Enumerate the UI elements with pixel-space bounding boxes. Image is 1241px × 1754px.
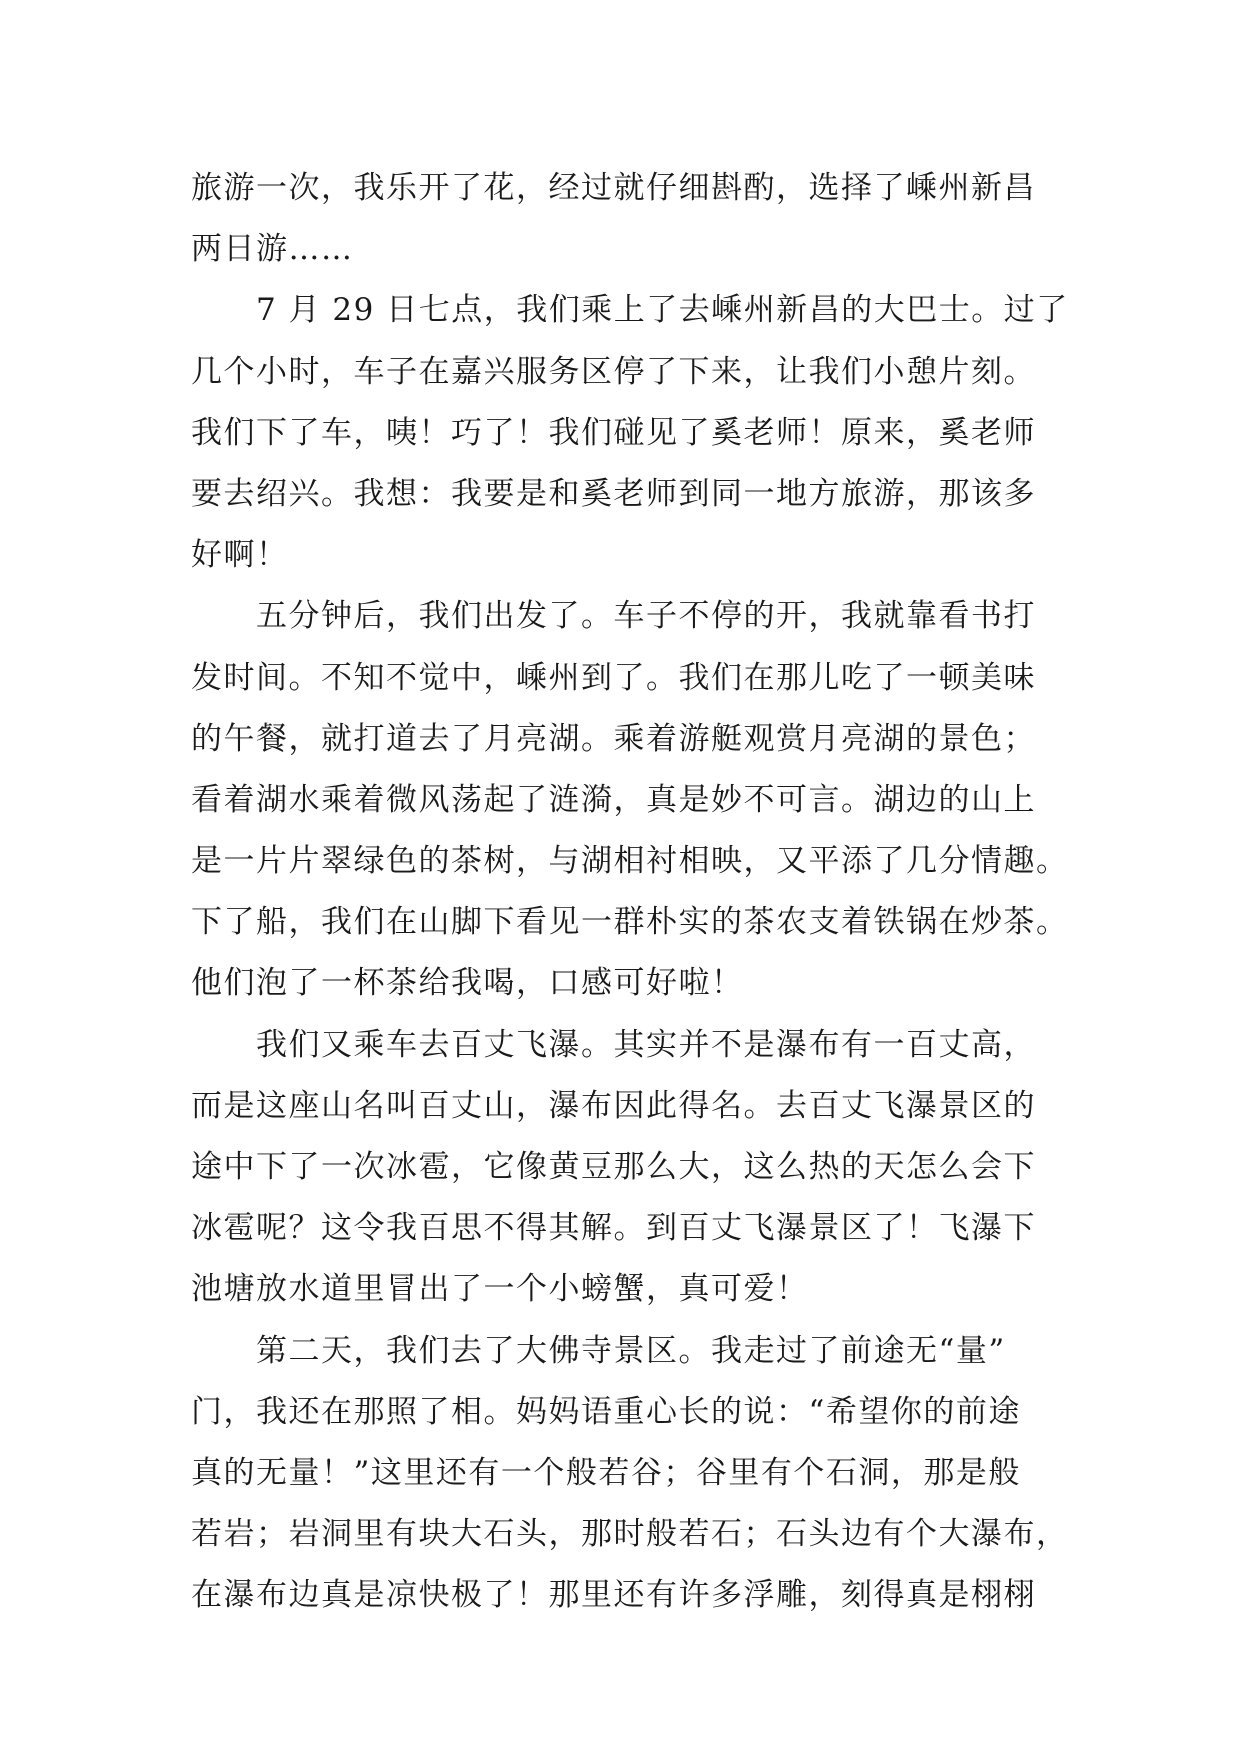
paragraph-start-line: 我们又乘车去百丈飞瀑。其实并不是瀑布有一百丈高， [256,1026,1036,1063]
text-line: 池塘放水道里冒出了一个小螃蟹，真可爱！ [191,1271,809,1308]
paragraph-start-line: 7 月 29 日七点，我们乘上了去嵊州新昌的大巴士。过了 [256,292,1069,329]
text-line: 旅游一次，我乐开了花，经过就仔细斟酌，选择了嵊州新昌 [191,170,1036,206]
text-line: 发时间。不知不觉中，嵊州到了。我们在那儿吃了一顿美味 [191,659,1036,696]
text-line: 途中下了一次冰雹，它像黄豆那么大，这么热的天怎么会下 [191,1149,1036,1185]
text-line: 是一片片翠绿色的茶树，与湖相衬相映，又平添了几分情趣。 [191,843,1069,880]
text-line: 门，我还在那照了相。妈妈语重心长的说：“希望你的前途 [191,1393,1021,1430]
text-line: 的午餐，就打道去了月亮湖。乘着游艇观赏月亮湖的景色； [191,720,1036,757]
text-line: 真的无量！”这里还有一个般若谷；谷里有个石洞，那是般 [191,1454,1021,1491]
text-line: 两日游…… [191,231,354,268]
text-line: 好啊！ [191,537,289,574]
text-line: 而是这座山名叫百丈山，瀑布因此得名。去百丈飞瀑景区的 [191,1087,1036,1124]
paragraph-start-line: 第二天，我们去了大佛寺景区。我走过了前途无“量” [256,1332,1006,1369]
text-line: 要去绍兴。我想：我要是和奚老师到同一地方旅游，那该多 [191,475,1036,512]
text-line: 若岩；岩洞里有块大石头，那时般若石；石头边有个大瀑布， [191,1516,1069,1553]
text-line: 几个小时，车子在嘉兴服务区停了下来，让我们小憩片刻。 [191,353,1036,390]
text-line: 他们泡了一杯茶给我喝，口感可好啦！ [191,965,744,1002]
text-line: 在瀑布边真是凉快极了！那里还有许多浮雕，刻得真是栩栩 [191,1577,1036,1614]
essay-body [191,158,1069,1627]
text-line: 看着湖水乘着微风荡起了涟漪，真是妙不可言。湖边的山上 [191,781,1036,818]
text-line: 下了船，我们在山脚下看见一群朴实的茶农支着铁锅在炒茶。 [191,904,1069,941]
paragraph-start-line: 五分钟后，我们出发了。车子不停的开，我就靠看书打 [256,598,1036,635]
text-line: 我们下了车，咦！巧了！我们碰见了奚老师！原来，奚老师 [191,414,1036,451]
text-line: 冰雹呢？这令我百思不得其解。到百丈飞瀑景区了！飞瀑下 [191,1210,1036,1247]
